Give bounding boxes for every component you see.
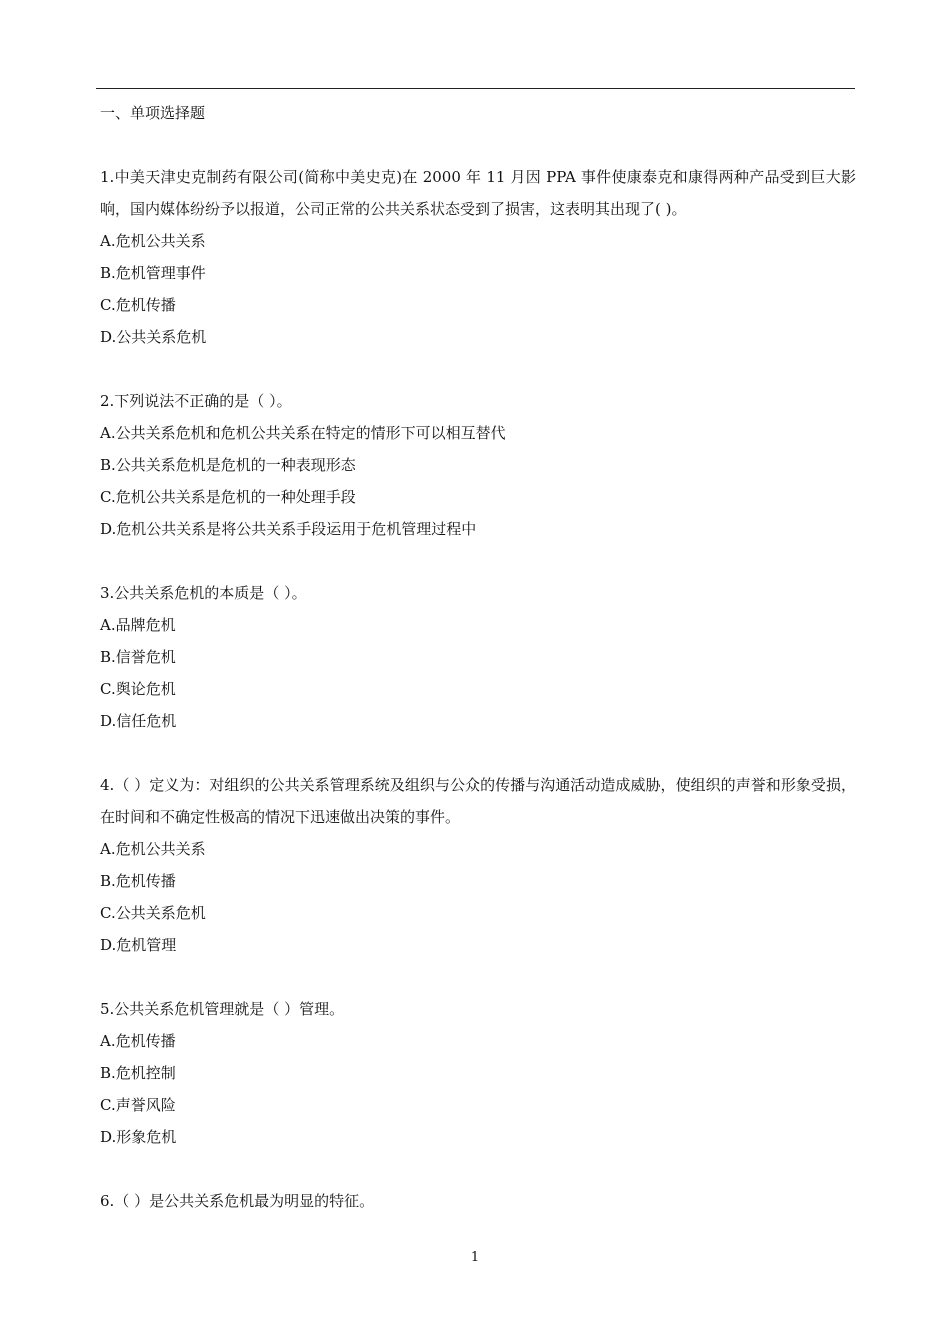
answer-option: C.公共关系危机 <box>100 904 206 922</box>
question-item <box>100 385 856 545</box>
answer-option: C.危机传播 <box>100 296 176 314</box>
answer-option: D.危机公共关系是将公共关系手段运用于危机管理过程中 <box>100 520 477 538</box>
answer-option: A.危机传播 <box>100 1032 176 1050</box>
question-item <box>100 769 856 961</box>
section-heading: 一、单项选择题 <box>100 104 206 122</box>
question-item <box>100 161 856 353</box>
question-item <box>100 993 856 1153</box>
question-stem: 6.（ ）是公共关系危机最为明显的特征。 <box>100 1192 375 1210</box>
answer-option: A.公共关系危机和危机公共关系在特定的情形下可以相互替代 <box>100 424 506 442</box>
answer-option: D.危机管理 <box>100 936 177 954</box>
answer-option: C.危机公共关系是危机的一种处理手段 <box>100 488 356 506</box>
question-item <box>100 577 856 737</box>
answer-option: D.形象危机 <box>100 1128 177 1146</box>
answer-option: D.信任危机 <box>100 712 177 730</box>
question-item <box>100 1185 856 1217</box>
answer-option: A.品牌危机 <box>100 616 176 634</box>
question-stem: 5.公共关系危机管理就是（ ）管理。 <box>100 1000 345 1018</box>
answer-option: C.声誉风险 <box>100 1096 176 1114</box>
header-rule <box>96 88 855 89</box>
answer-option: A.危机公共关系 <box>100 840 206 858</box>
answer-option: D.公共关系危机 <box>100 328 207 346</box>
answer-option: B.危机管理事件 <box>100 264 206 282</box>
answer-option: B.公共关系危机是危机的一种表现形态 <box>100 456 356 474</box>
question-stem: 3.公共关系危机的本质是（ ）。 <box>100 584 307 602</box>
question-stem: 4.（ ）定义为：对组织的公共关系管理系统及组织与公众的传播与沟通活动造成威胁，使组织的声誉和形象受损，在时间和不确定性极高的情况下迅速做出决策的事件。 <box>100 776 856 826</box>
answer-option: B.信誉危机 <box>100 648 176 666</box>
answer-option: B.危机传播 <box>100 872 176 890</box>
answer-option: C.舆论危机 <box>100 680 176 698</box>
question-stem: 2.下列说法不正确的是（ ）。 <box>100 392 292 410</box>
document-body <box>100 97 856 1217</box>
page-number: 1 <box>470 1250 480 1265</box>
answer-option: B.危机控制 <box>100 1064 176 1082</box>
answer-option: A.危机公共关系 <box>100 232 206 250</box>
question-stem: 1.中美天津史克制药有限公司(简称中美史克)在 2000 年 11 月因 PPA 事件使康泰克和康得两种产品受到巨大影响，国内媒体纷纷予以报道，公司正常的公共关系状态受到了损害，这表明其出现了( )。 <box>100 168 856 218</box>
question-list <box>100 161 856 1217</box>
